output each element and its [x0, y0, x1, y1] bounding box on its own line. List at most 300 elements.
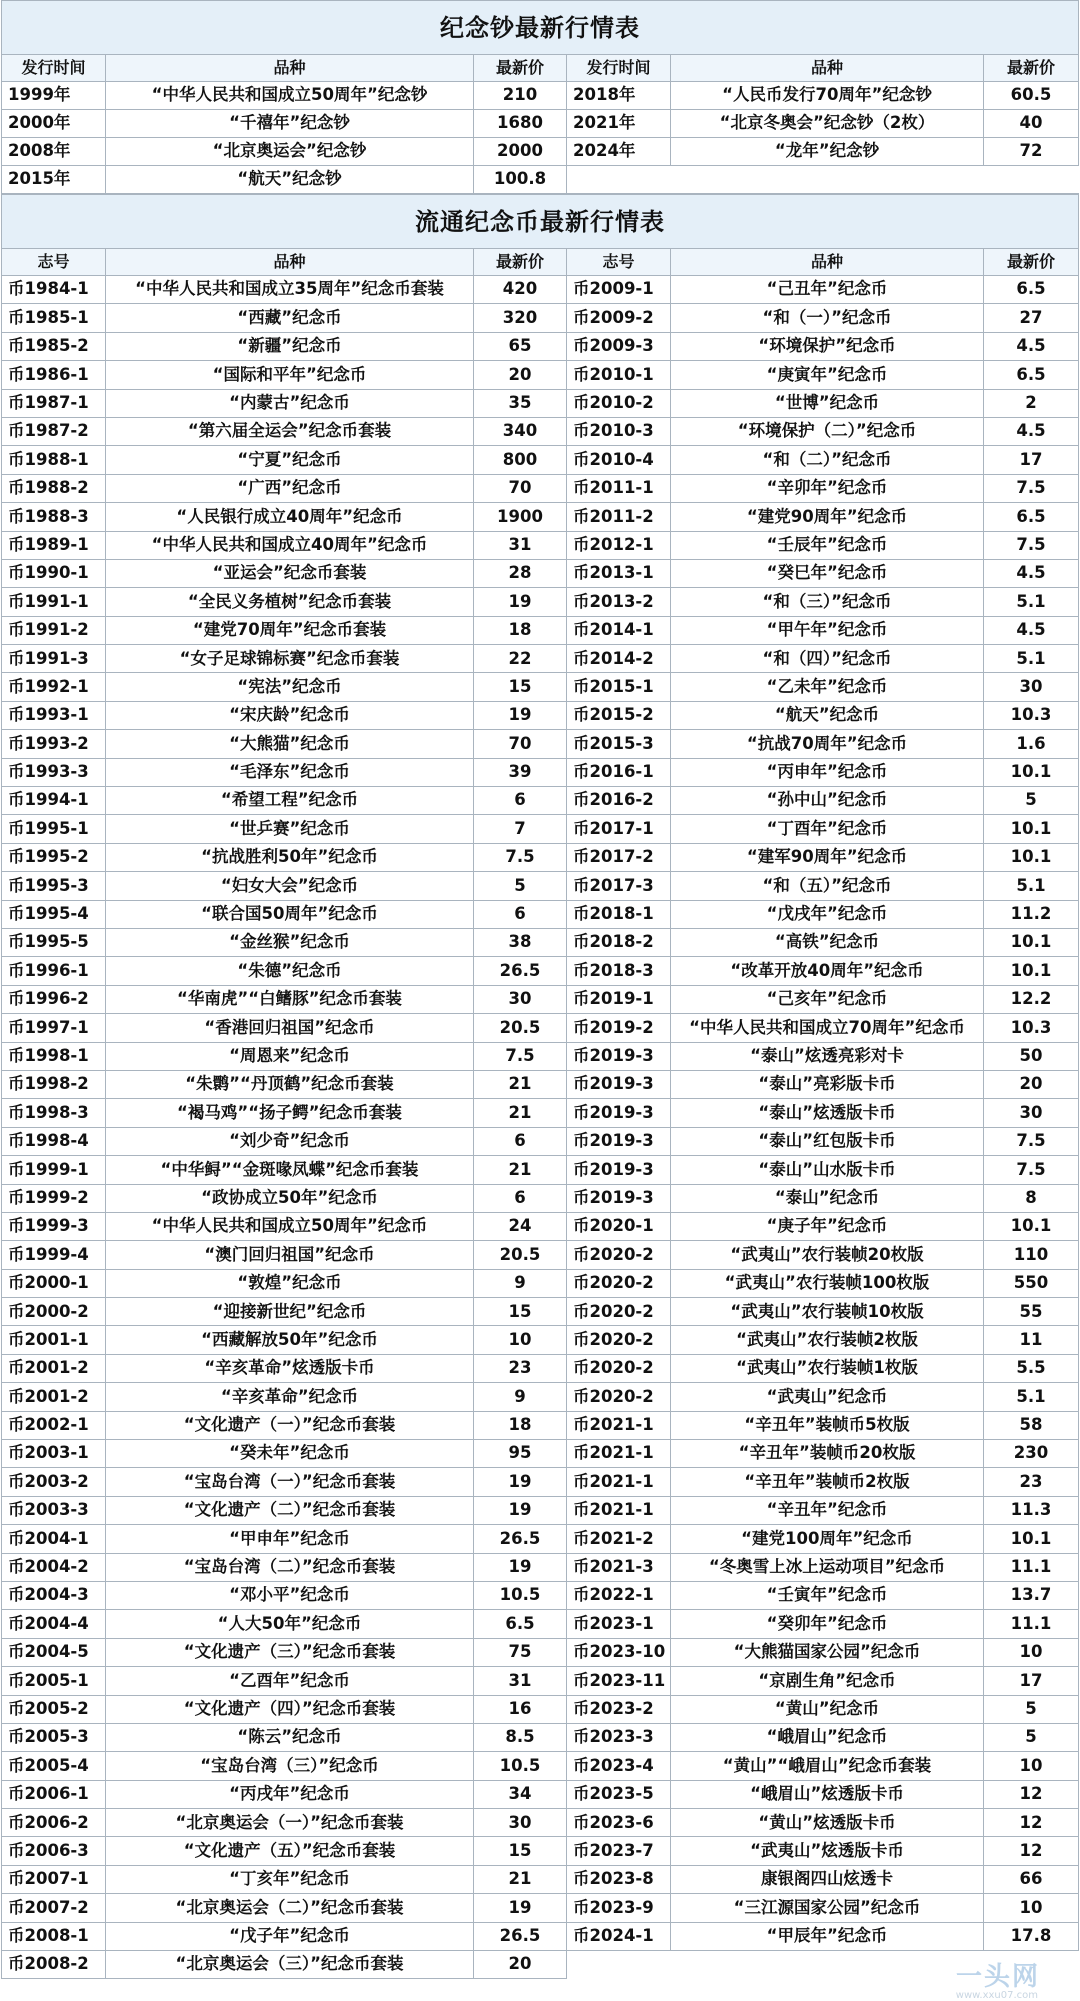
table-row	[2, 1354, 1079, 1382]
name-cell: “文化遗产（二）”纪念币套装	[106, 1496, 474, 1524]
banknote-rows	[2, 82, 1079, 194]
name-cell: “黄山”炫透版卡币	[671, 1809, 984, 1837]
name-cell: “峨眉山”炫透版卡币	[671, 1780, 984, 1808]
code-cell: 币2023-6	[567, 1809, 671, 1837]
table-row	[2, 417, 1079, 445]
name-cell: “北京奥运会（三）”纪念币套装	[106, 1951, 474, 1979]
table-row	[2, 1269, 1079, 1297]
code-cell: 币2013-1	[567, 559, 671, 587]
name-cell: “政协成立50年”纪念币	[106, 1184, 474, 1212]
price-cell: 20.5	[474, 1241, 567, 1269]
code-cell: 币2005-4	[2, 1752, 106, 1780]
code-cell: 币2015-3	[567, 730, 671, 758]
price-cell: 34	[474, 1780, 567, 1808]
code-cell: 币1990-1	[2, 559, 106, 587]
name-cell: “乙未年”纪念币	[671, 673, 984, 701]
price-cell: 50	[984, 1042, 1079, 1070]
price-cell: 70	[474, 474, 567, 502]
code-cell: 2000年	[2, 110, 106, 138]
price-cell: 2	[984, 389, 1079, 417]
table-row	[2, 1553, 1079, 1581]
name-cell: “峨眉山”纪念币	[671, 1723, 984, 1751]
table-row	[2, 1070, 1079, 1098]
code-cell: 币2020-2	[567, 1298, 671, 1326]
price-cell: 10.1	[984, 1212, 1079, 1240]
name-cell: “泰山”炫透版卡币	[671, 1099, 984, 1127]
price-cell: 75	[474, 1638, 567, 1666]
price-cell: 5.1	[984, 645, 1079, 673]
name-cell: “高铁”纪念币	[671, 928, 984, 956]
name-cell: “人民银行成立40周年”纪念币	[106, 503, 474, 531]
price-cell: 12	[984, 1780, 1079, 1808]
price-cell: 8	[984, 1184, 1079, 1212]
code-cell: 币2021-1	[567, 1411, 671, 1439]
name-cell: “中华人民共和国成立40周年”纪念币	[106, 531, 474, 559]
name-cell: “宝岛台湾（一）”纪念币套装	[106, 1468, 474, 1496]
code-cell: 币2020-2	[567, 1326, 671, 1354]
coin-table-title: 流通纪念币最新行情表	[2, 195, 1079, 249]
name-cell: “女子足球锦标赛”纪念币套装	[106, 645, 474, 673]
price-cell: 26.5	[474, 1525, 567, 1553]
name-cell: “甲辰年”纪念币	[671, 1922, 984, 1950]
table-row	[2, 900, 1079, 928]
table-row	[2, 673, 1079, 701]
table-row	[2, 1411, 1079, 1439]
code-cell: 2021年	[567, 110, 671, 138]
code-cell: 币1987-2	[2, 417, 106, 445]
name-cell: “武夷山”农行装帧1枚版	[671, 1354, 984, 1382]
code-cell: 币2023-10	[567, 1638, 671, 1666]
table-row	[2, 758, 1079, 786]
name-cell: “北京奥运会（二）”纪念币套装	[106, 1894, 474, 1922]
code-cell: 币1993-2	[2, 730, 106, 758]
code-cell: 币2021-1	[567, 1440, 671, 1468]
price-cell: 10.3	[984, 701, 1079, 729]
code-cell: 币2005-1	[2, 1667, 106, 1695]
code-cell: 币2023-5	[567, 1780, 671, 1808]
code-cell: 币2023-8	[567, 1865, 671, 1893]
code-cell: 币1995-3	[2, 872, 106, 900]
name-cell: “航天”纪念钞	[106, 166, 474, 194]
name-cell: “建军90周年”纪念币	[671, 843, 984, 871]
code-cell: 币2019-1	[567, 985, 671, 1013]
code-cell: 币1998-3	[2, 1099, 106, 1127]
name-cell: “泰山”炫透亮彩对卡	[671, 1042, 984, 1070]
table-row	[2, 1951, 1079, 1979]
table-row	[2, 1723, 1079, 1751]
name-cell: “环境保护”纪念币	[671, 332, 984, 360]
name-header: 品种	[106, 249, 474, 276]
price-cell: 30	[474, 1809, 567, 1837]
price-cell: 5	[474, 872, 567, 900]
name-cell: “朱鹮”“丹顶鹤”纪念币套装	[106, 1070, 474, 1098]
name-cell: “邓小平”纪念币	[106, 1581, 474, 1609]
table-row	[2, 110, 1079, 138]
name-cell: “抗战70周年”纪念币	[671, 730, 984, 758]
name-cell: 康银阁四山炫透卡	[671, 1865, 984, 1893]
price-cell: 100.8	[474, 166, 567, 194]
code-cell: 币1992-1	[2, 673, 106, 701]
name-cell: “千禧年”纪念钞	[106, 110, 474, 138]
price-cell: 1900	[474, 503, 567, 531]
table-row	[2, 787, 1079, 815]
name-cell: “宝岛台湾（二）”纪念币套装	[106, 1553, 474, 1581]
code-cell: 币1989-1	[2, 531, 106, 559]
name-cell: “泰山”红包版卡币	[671, 1127, 984, 1155]
code-cell: 币2005-3	[2, 1723, 106, 1751]
name-cell: “新疆”纪念币	[106, 332, 474, 360]
code-cell: 币2021-2	[567, 1525, 671, 1553]
code-cell: 币2003-2	[2, 1468, 106, 1496]
name-cell: “人大50年”纪念币	[106, 1610, 474, 1638]
name-cell: “建党100周年”纪念币	[671, 1525, 984, 1553]
table-row	[2, 843, 1079, 871]
code-cell: 币2019-3	[567, 1184, 671, 1212]
name-cell: “癸卯年”纪念币	[671, 1610, 984, 1638]
name-cell: “敦煌”纪念币	[106, 1269, 474, 1297]
code-cell: 币2006-1	[2, 1780, 106, 1808]
code-header: 志号	[2, 249, 106, 276]
price-cell: 15	[474, 673, 567, 701]
name-cell: “希望工程”纪念币	[106, 787, 474, 815]
name-cell: “宋庆龄”纪念币	[106, 701, 474, 729]
price-cell: 72	[984, 138, 1079, 166]
name-cell: “乙酉年”纪念币	[106, 1667, 474, 1695]
price-cell: 210	[474, 82, 567, 110]
price-cell: 6	[474, 1127, 567, 1155]
price-cell: 40	[984, 110, 1079, 138]
name-cell: “国际和平年”纪念币	[106, 361, 474, 389]
name-cell: “武夷山”纪念币	[671, 1383, 984, 1411]
table-row	[2, 1695, 1079, 1723]
price-cell: 6.5	[984, 503, 1079, 531]
code-cell: 币2010-1	[567, 361, 671, 389]
code-cell: 币2001-1	[2, 1326, 106, 1354]
name-cell: “和（五）”纪念币	[671, 872, 984, 900]
name-cell	[671, 1951, 984, 1979]
price-cell: 5.1	[984, 1383, 1079, 1411]
price-cell: 66	[984, 1865, 1079, 1893]
name-cell: “武夷山”炫透版卡币	[671, 1837, 984, 1865]
name-cell: “癸未年”纪念币	[106, 1440, 474, 1468]
table-row	[2, 1638, 1079, 1666]
name-cell: “宪法”纪念币	[106, 673, 474, 701]
price-cell: 20	[474, 1951, 567, 1979]
table-row	[2, 928, 1079, 956]
price-cell: 4.5	[984, 559, 1079, 587]
name-cell: “武夷山”农行装帧20枚版	[671, 1241, 984, 1269]
name-cell: “中华人民共和国成立50周年”纪念币	[106, 1212, 474, 1240]
code-cell: 币2017-2	[567, 843, 671, 871]
price-cell: 7.5	[474, 843, 567, 871]
name-cell: “辛亥革命”纪念币	[106, 1383, 474, 1411]
name-cell: “澳门回归祖国”纪念币	[106, 1241, 474, 1269]
price-cell: 10.3	[984, 1014, 1079, 1042]
table-row	[2, 166, 1079, 194]
code-cell: 币2021-1	[567, 1468, 671, 1496]
table-row	[2, 1525, 1079, 1553]
table-row	[2, 332, 1079, 360]
price-cell: 2000	[474, 138, 567, 166]
price-cell: 28	[474, 559, 567, 587]
code-cell: 币1986-1	[2, 361, 106, 389]
table-row	[2, 1298, 1079, 1326]
price-cell: 11.2	[984, 900, 1079, 928]
price-sheet	[1, 0, 1078, 1979]
name-cell: “抗战胜利50年”纪念币	[106, 843, 474, 871]
name-cell: “大熊猫国家公园”纪念币	[671, 1638, 984, 1666]
price-cell: 19	[474, 701, 567, 729]
price-cell: 340	[474, 417, 567, 445]
code-cell: 币1995-4	[2, 900, 106, 928]
name-cell: “辛卯年”纪念币	[671, 474, 984, 502]
name-cell: “辛丑年”装帧币5枚版	[671, 1411, 984, 1439]
name-cell: “泰山”山水版卡币	[671, 1156, 984, 1184]
price-cell: 800	[474, 446, 567, 474]
price-cell: 16	[474, 1695, 567, 1723]
price-cell: 19	[474, 1496, 567, 1524]
price-cell: 6.5	[984, 361, 1079, 389]
code-cell: 币2011-1	[567, 474, 671, 502]
table-row	[2, 1440, 1079, 1468]
table-row	[2, 304, 1079, 332]
table-row	[2, 1241, 1079, 1269]
code-cell: 币1991-3	[2, 645, 106, 673]
price-cell: 15	[474, 1298, 567, 1326]
price-cell: 55	[984, 1298, 1079, 1326]
table-row	[2, 474, 1079, 502]
name-cell: “迎接新世纪”纪念币	[106, 1298, 474, 1326]
table-row	[2, 276, 1079, 304]
name-cell: “大熊猫”纪念币	[106, 730, 474, 758]
name-cell: “环境保护（二）”纪念币	[671, 417, 984, 445]
code-cell: 币2023-4	[567, 1752, 671, 1780]
table-row	[2, 1156, 1079, 1184]
code-cell: 币2019-3	[567, 1099, 671, 1127]
price-cell: 10.1	[984, 758, 1079, 786]
price-cell: 21	[474, 1099, 567, 1127]
name-cell: “褐马鸡”“扬子鳄”纪念币套装	[106, 1099, 474, 1127]
code-cell: 币2010-2	[567, 389, 671, 417]
price-cell: 17.8	[984, 1922, 1079, 1950]
table-row	[2, 1610, 1079, 1638]
price-cell: 5.5	[984, 1354, 1079, 1382]
table-row	[2, 730, 1079, 758]
price-cell: 6	[474, 1184, 567, 1212]
table-row	[2, 82, 1079, 110]
price-cell: 31	[474, 1667, 567, 1695]
price-cell: 17	[984, 446, 1079, 474]
code-cell: 币2014-2	[567, 645, 671, 673]
price-cell: 10.1	[984, 1525, 1079, 1553]
price-cell: 10.1	[984, 815, 1079, 843]
table-row	[2, 1127, 1079, 1155]
code-cell: 币2000-2	[2, 1298, 106, 1326]
name-header: 品种	[671, 249, 984, 276]
code-cell: 币2000-1	[2, 1269, 106, 1297]
name-cell: “己亥年”纪念币	[671, 985, 984, 1013]
code-cell: 币2012-1	[567, 531, 671, 559]
code-cell: 币2001-2	[2, 1383, 106, 1411]
code-cell: 币1999-3	[2, 1212, 106, 1240]
code-cell: 币1996-2	[2, 985, 106, 1013]
name-cell: “全民义务植树”纪念币套装	[106, 588, 474, 616]
name-cell: “黄山”纪念币	[671, 1695, 984, 1723]
price-cell: 10	[984, 1638, 1079, 1666]
name-cell: “三江源国家公园”纪念币	[671, 1894, 984, 1922]
name-cell: “妇女大会”纪念币	[106, 872, 474, 900]
price-cell: 13.7	[984, 1581, 1079, 1609]
table-row	[2, 1496, 1079, 1524]
price-cell: 27	[984, 304, 1079, 332]
table-row	[2, 1581, 1079, 1609]
price-cell: 30	[474, 985, 567, 1013]
name-cell: “和（三）”纪念币	[671, 588, 984, 616]
code-cell: 币2009-2	[567, 304, 671, 332]
code-cell: 币2023-9	[567, 1894, 671, 1922]
code-cell: 币2019-3	[567, 1042, 671, 1070]
code-cell: 币2006-2	[2, 1809, 106, 1837]
table-row	[2, 1894, 1079, 1922]
name-cell: “内蒙古”纪念币	[106, 389, 474, 417]
table-row	[2, 138, 1079, 166]
code-cell: 币2013-2	[567, 588, 671, 616]
code-cell: 币2019-3	[567, 1156, 671, 1184]
coin-rows	[2, 276, 1079, 1979]
code-cell: 币2020-2	[567, 1241, 671, 1269]
price-cell: 5	[984, 1723, 1079, 1751]
name-cell: “和（二）”纪念币	[671, 446, 984, 474]
price-header: 最新价	[474, 249, 567, 276]
code-cell	[567, 1951, 671, 1979]
code-cell: 币2018-2	[567, 928, 671, 956]
code-cell: 币1994-1	[2, 787, 106, 815]
price-header: 最新价	[984, 55, 1079, 82]
code-cell: 币2022-1	[567, 1581, 671, 1609]
price-cell: 420	[474, 276, 567, 304]
price-cell: 1680	[474, 110, 567, 138]
price-cell: 10.1	[984, 957, 1079, 985]
price-header: 最新价	[474, 55, 567, 82]
table-row	[2, 1042, 1079, 1070]
name-cell: “黄山”“峨眉山”纪念币套装	[671, 1752, 984, 1780]
code-cell: 币1998-2	[2, 1070, 106, 1098]
name-cell: “建党70周年”纪念币套装	[106, 616, 474, 644]
code-header: 发行时间	[567, 55, 671, 82]
code-cell: 币1996-1	[2, 957, 106, 985]
price-cell: 31	[474, 531, 567, 559]
name-cell: “辛丑年”纪念币	[671, 1496, 984, 1524]
table-row	[2, 701, 1079, 729]
price-cell: 230	[984, 1440, 1079, 1468]
coin-table	[1, 194, 1079, 1979]
name-cell: “泰山”纪念币	[671, 1184, 984, 1212]
code-cell: 币1999-4	[2, 1241, 106, 1269]
price-cell: 95	[474, 1440, 567, 1468]
code-cell: 币2005-2	[2, 1695, 106, 1723]
code-cell: 币1988-1	[2, 446, 106, 474]
name-cell: “世博”纪念币	[671, 389, 984, 417]
code-cell: 币2010-3	[567, 417, 671, 445]
code-cell: 币1991-2	[2, 616, 106, 644]
code-cell: 币1987-1	[2, 389, 106, 417]
code-cell: 币1995-5	[2, 928, 106, 956]
name-cell: “癸巳年”纪念币	[671, 559, 984, 587]
price-cell: 11.3	[984, 1496, 1079, 1524]
name-cell: “世乒赛”纪念币	[106, 815, 474, 843]
watermark-url: www.xxu07.com	[955, 1990, 1038, 2001]
table-row	[2, 1184, 1079, 1212]
price-cell: 19	[474, 1468, 567, 1496]
name-cell: “甲申年”纪念币	[106, 1525, 474, 1553]
code-cell: 币2009-3	[567, 332, 671, 360]
code-cell: 币2017-3	[567, 872, 671, 900]
name-cell: “广西”纪念币	[106, 474, 474, 502]
name-cell	[671, 166, 984, 194]
price-cell: 60.5	[984, 82, 1079, 110]
price-cell: 18	[474, 1411, 567, 1439]
code-cell: 币1984-1	[2, 276, 106, 304]
code-cell: 币2011-2	[567, 503, 671, 531]
code-cell: 币1993-1	[2, 701, 106, 729]
code-cell: 币1988-2	[2, 474, 106, 502]
price-cell: 10	[984, 1752, 1079, 1780]
code-cell: 币2021-3	[567, 1553, 671, 1581]
name-cell: “武夷山”农行装帧100枚版	[671, 1269, 984, 1297]
name-cell: “中华鲟”“金斑喙凤蝶”纪念币套装	[106, 1156, 474, 1184]
price-cell: 18	[474, 616, 567, 644]
price-cell: 22	[474, 645, 567, 673]
name-cell: “己丑年”纪念币	[671, 276, 984, 304]
name-cell: “亚运会”纪念币套装	[106, 559, 474, 587]
price-cell: 8.5	[474, 1723, 567, 1751]
code-cell: 币2002-1	[2, 1411, 106, 1439]
table-row	[2, 1752, 1079, 1780]
name-cell: “文化遗产（四）”纪念币套装	[106, 1695, 474, 1723]
name-cell: “武夷山”农行装帧10枚版	[671, 1298, 984, 1326]
code-cell: 币1988-3	[2, 503, 106, 531]
price-cell: 7.5	[984, 474, 1079, 502]
name-cell: “辛亥革命”炫透版卡币	[106, 1354, 474, 1382]
price-cell: 5.1	[984, 588, 1079, 616]
name-cell: “武夷山”农行装帧2枚版	[671, 1326, 984, 1354]
name-cell: “和（四）”纪念币	[671, 645, 984, 673]
table-row	[2, 1837, 1079, 1865]
table-row	[2, 957, 1079, 985]
table-row	[2, 531, 1079, 559]
code-cell: 币2004-4	[2, 1610, 106, 1638]
price-cell: 23	[474, 1354, 567, 1382]
code-header: 志号	[567, 249, 671, 276]
code-cell: 币1999-2	[2, 1184, 106, 1212]
price-cell: 21	[474, 1070, 567, 1098]
price-cell: 550	[984, 1269, 1079, 1297]
banknote-header-row	[2, 55, 1079, 82]
name-cell: “孙中山”纪念币	[671, 787, 984, 815]
table-row	[2, 1865, 1079, 1893]
price-cell: 65	[474, 332, 567, 360]
table-row	[2, 645, 1079, 673]
price-cell: 5	[984, 1695, 1079, 1723]
code-cell: 币2007-1	[2, 1865, 106, 1893]
name-cell: “陈云”纪念币	[106, 1723, 474, 1751]
name-cell: “改革开放40周年”纪念币	[671, 957, 984, 985]
table-row	[2, 872, 1079, 900]
code-cell: 币2003-1	[2, 1440, 106, 1468]
banknote-table-title: 纪念钞最新行情表	[2, 1, 1079, 55]
price-cell: 21	[474, 1865, 567, 1893]
price-cell: 24	[474, 1212, 567, 1240]
